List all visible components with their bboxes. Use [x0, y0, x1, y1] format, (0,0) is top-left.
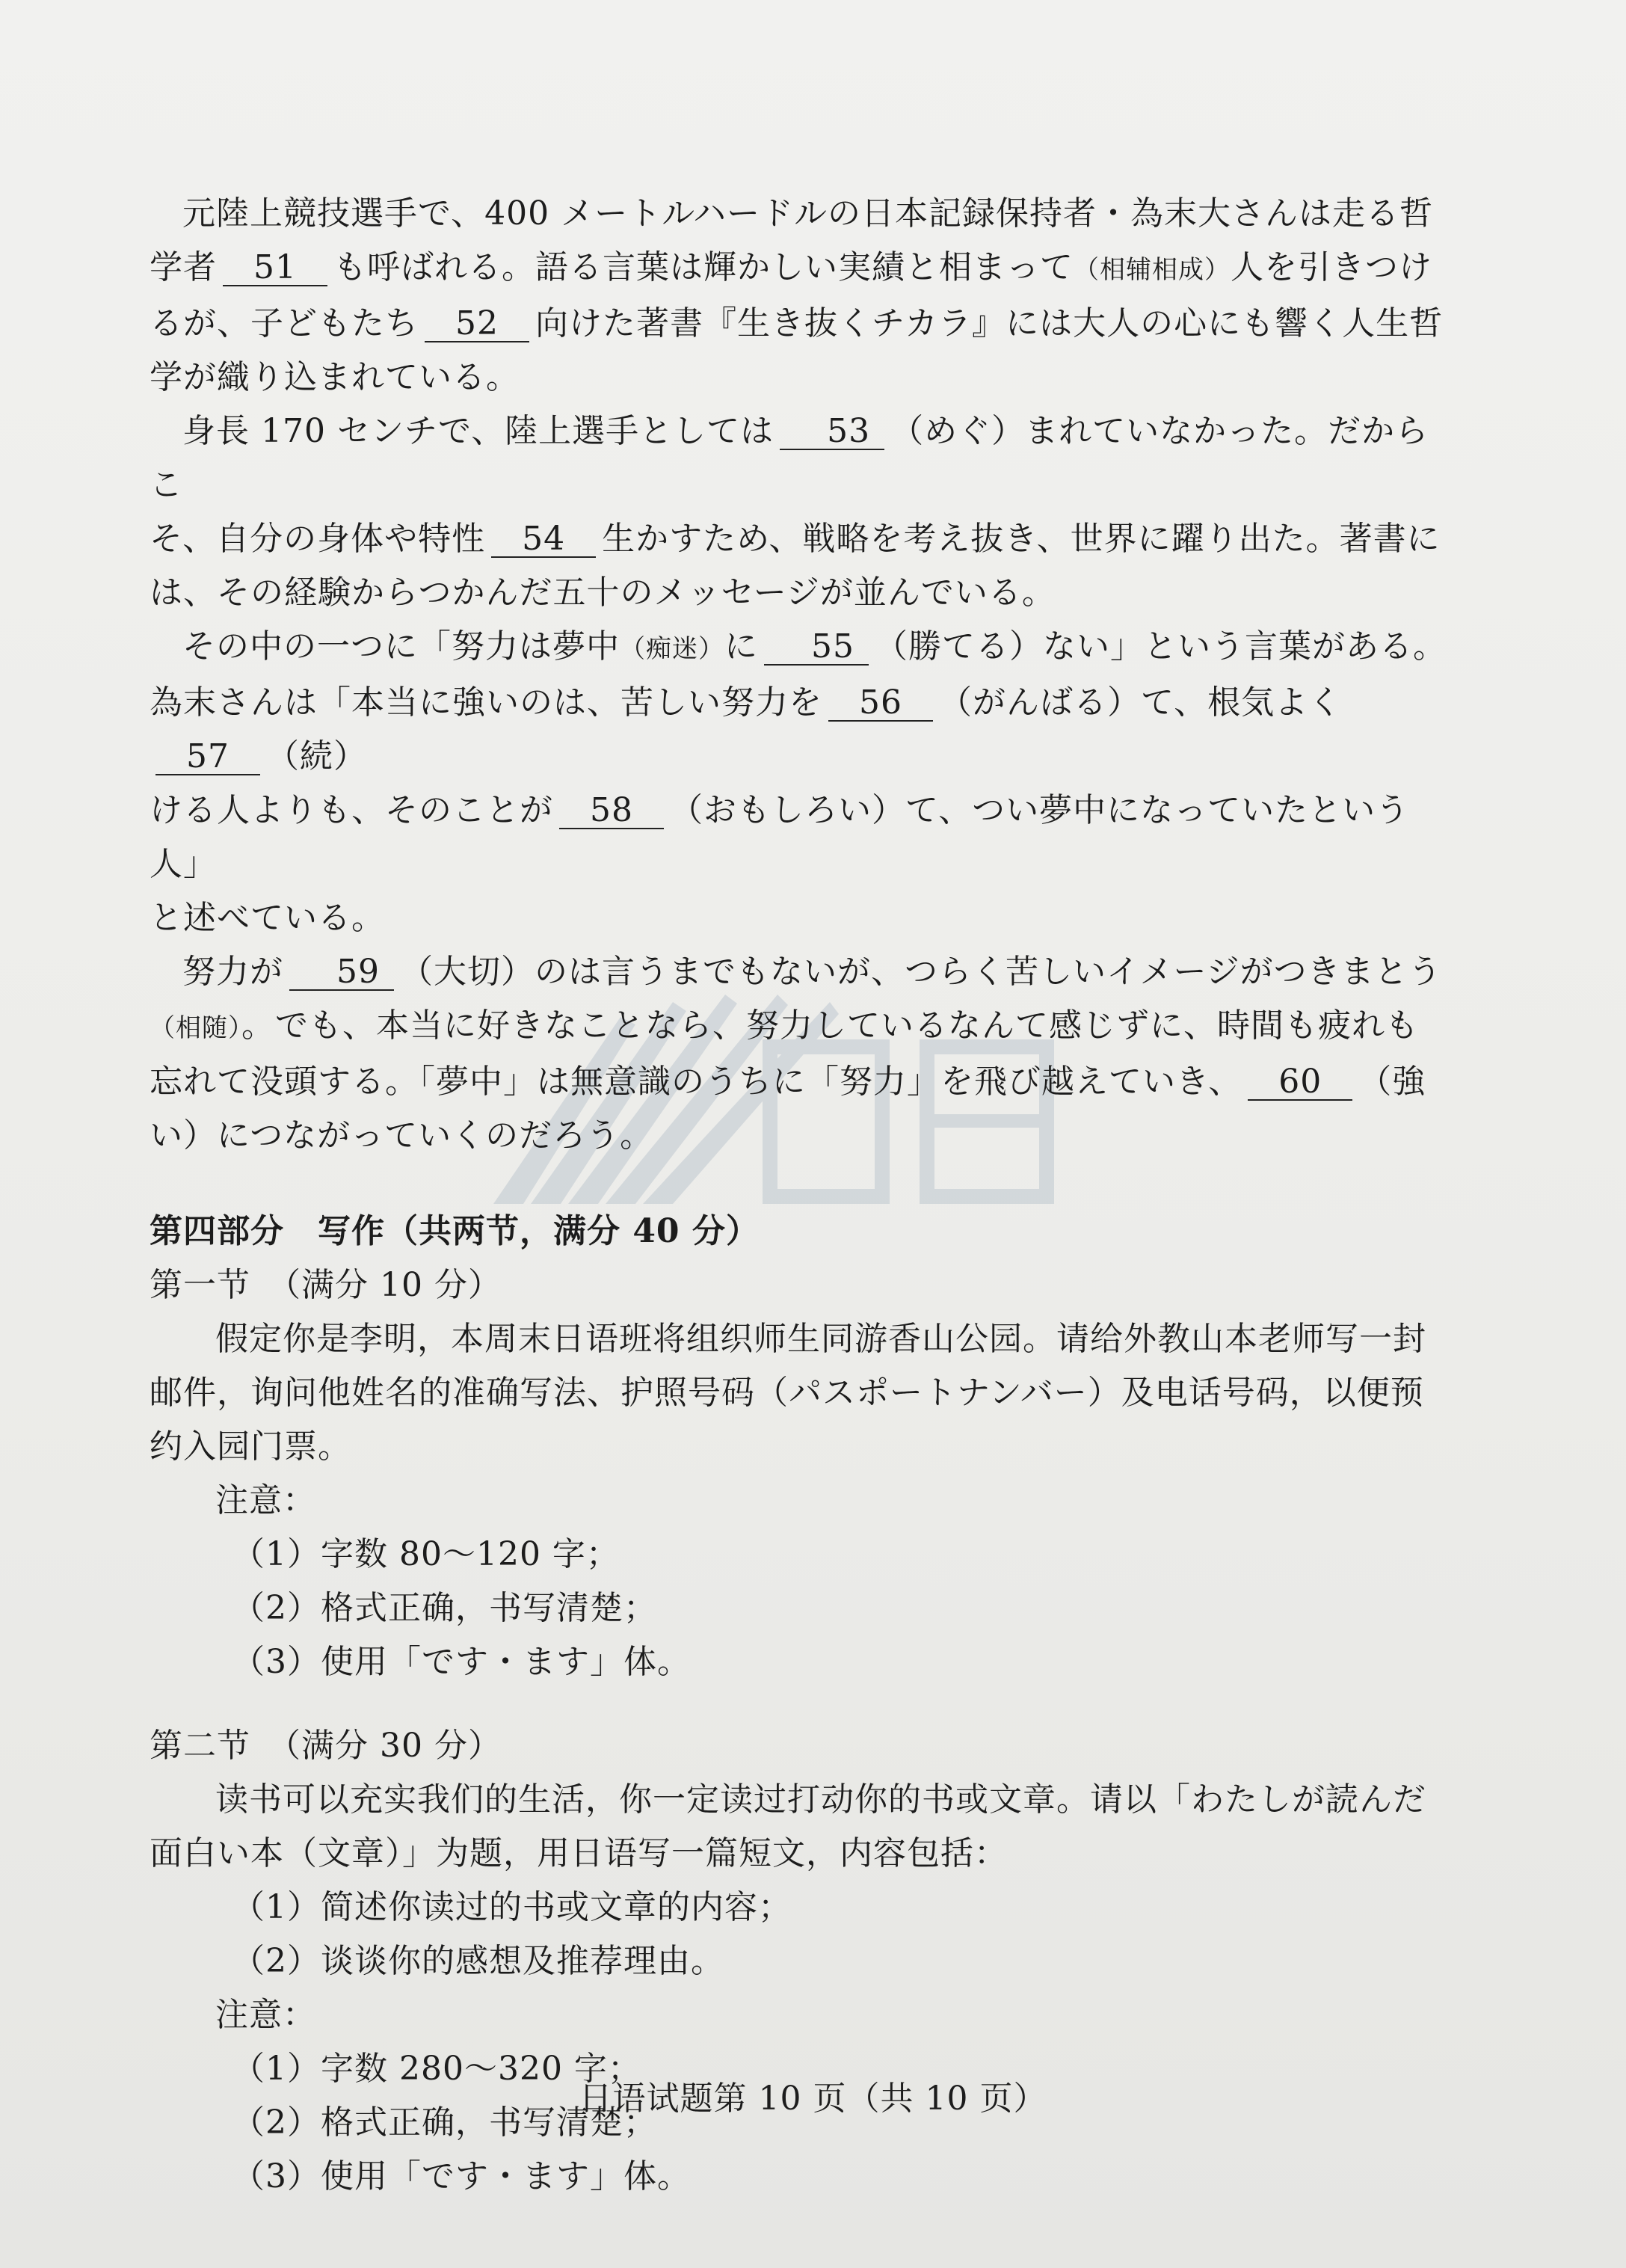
note-item: （1）字数 280～320 字； [232, 2050, 641, 2088]
spacer [150, 1689, 1450, 1719]
note-item: （3）使用「です・ます」体。 [232, 1643, 691, 1681]
page-footer: 日语试题第 10 页（共 10 页） [579, 2080, 1047, 2118]
blank-57: 57 [155, 740, 260, 775]
exam-content [150, 187, 1450, 2204]
text: （続） [266, 737, 367, 775]
passage-line [150, 945, 1450, 999]
blank-55: 55 [764, 630, 869, 666]
text: 学者 [150, 248, 217, 286]
blank-58: 58 [559, 793, 664, 829]
blank-60: 60 [1248, 1065, 1352, 1101]
passage-line: 元陸上競技選手で、400 メートルハードルの日本記録保持者・為末大さんは走る哲 [182, 194, 1434, 233]
passage-line [150, 512, 1450, 566]
blank-56: 56 [828, 686, 933, 722]
note-item: （2）格式正确，书写清楚； [232, 1589, 657, 1627]
text: そ、自分の身体や特性 [150, 520, 486, 558]
passage-line [150, 620, 1450, 676]
text: （おもしろい）て、つい夢中になっていたという人」 [150, 791, 1410, 883]
section-one-title: 第一节 （满分 10 分） [150, 1266, 502, 1304]
part-four-title: 第四部分 写作（共两节，满分 40 分） [150, 1212, 760, 1250]
passage-line: は、その経験からつかんだ五十のメッセージが並んでいる。 [150, 574, 1056, 612]
passage-line [150, 1055, 1450, 1109]
note-label: 注意： [215, 1481, 316, 1519]
passage-line [150, 784, 1450, 891]
text: 人を引きつけ [1231, 248, 1432, 286]
passage-line [150, 241, 1450, 297]
passage-line: と述べている。 [150, 899, 385, 937]
note-item: （3）使用「です・ます」体。 [232, 2157, 691, 2195]
text: 向けた著書『生き抜くチカラ』には大人の心にも響く人生哲 [535, 304, 1444, 342]
text: 忘れて没頭する。「夢中」は無意識のうちに「努力」を飛び越えていき、 [150, 1063, 1242, 1101]
passage-line: 学が織り込まれている。 [150, 358, 520, 396]
text: 生かすため、戦略を考え抜き、世界に躍り出た。著書に [602, 520, 1441, 558]
text: （強 [1358, 1063, 1426, 1101]
section-two-title: 第二节 （满分 30 分） [150, 1727, 502, 1765]
blank-52: 52 [425, 307, 529, 342]
text: その中の一つに「努力は夢中 [182, 627, 620, 666]
text: （めぐ）まれていなかった。だからこ [150, 412, 1429, 504]
annotation: （相辅相成） [1074, 255, 1231, 285]
text: （勝てる）ない」という言葉がある。 [875, 627, 1447, 666]
passage-line [150, 999, 1450, 1055]
note-label: 注意： [215, 1996, 316, 2034]
prompt-line: 邮件，询问他姓名的准确写法、护照号码（パスポートナンバー）及电话号码，以便预 [150, 1374, 1424, 1412]
blank-51: 51 [223, 251, 327, 286]
annotation: （痴迷） [620, 634, 724, 664]
prompt-line: 读书可以充实我们的生活，你一定读过打动你的书或文章。请以「わたしが読んだ [215, 1780, 1426, 1819]
note-item: （1）字数 80～120 字； [232, 1535, 620, 1573]
passage-line [150, 676, 1450, 784]
content-item: （2）谈谈你的感想及推荐理由。 [232, 1942, 724, 1980]
text: 努力が [182, 953, 283, 991]
passage-line: い）につながっていくのだろう。 [150, 1116, 654, 1155]
text: （がんばる）て、根気よく [939, 683, 1343, 722]
prompt-line: 约入园门票。 [150, 1428, 351, 1466]
text: も呼ばれる。語る言葉は輝かしい実績と相まって [333, 248, 1074, 286]
content-item: （1）简述你读过的书或文章的内容； [232, 1888, 792, 1926]
text: 為末さんは「本当に強いのは、苦しい努力を [150, 683, 822, 722]
passage-line [150, 405, 1450, 512]
prompt-line: 假定你是李明，本周末日语班将组织师生同游香山公园。请给外教山本老师写一封 [215, 1320, 1426, 1358]
text: ける人よりも、そのことが [150, 791, 553, 829]
annotation: （相随） [150, 1013, 241, 1043]
text: るが、子どもたち [150, 304, 419, 342]
text: に [724, 627, 758, 666]
passage-line [150, 297, 1450, 351]
blank-59: 59 [289, 955, 394, 991]
note-item: （2）格式正确，书写清楚； [232, 2103, 657, 2142]
text: 身長 170 センチで、陸上選手としては [182, 412, 774, 450]
prompt-line: 面白い本（文章）」为题，用日语写一篇短文，内容包括： [150, 1834, 1008, 1872]
blank-53: 53 [780, 414, 884, 450]
blank-54: 54 [491, 522, 596, 558]
text: （大切）のは言うまでもないが、つらく苦しいイメージがつきまとう [400, 953, 1442, 991]
text: 。でも、本当に好きなことなら、努力しているなんて感じずに、時間も疲れも [241, 1007, 1419, 1045]
